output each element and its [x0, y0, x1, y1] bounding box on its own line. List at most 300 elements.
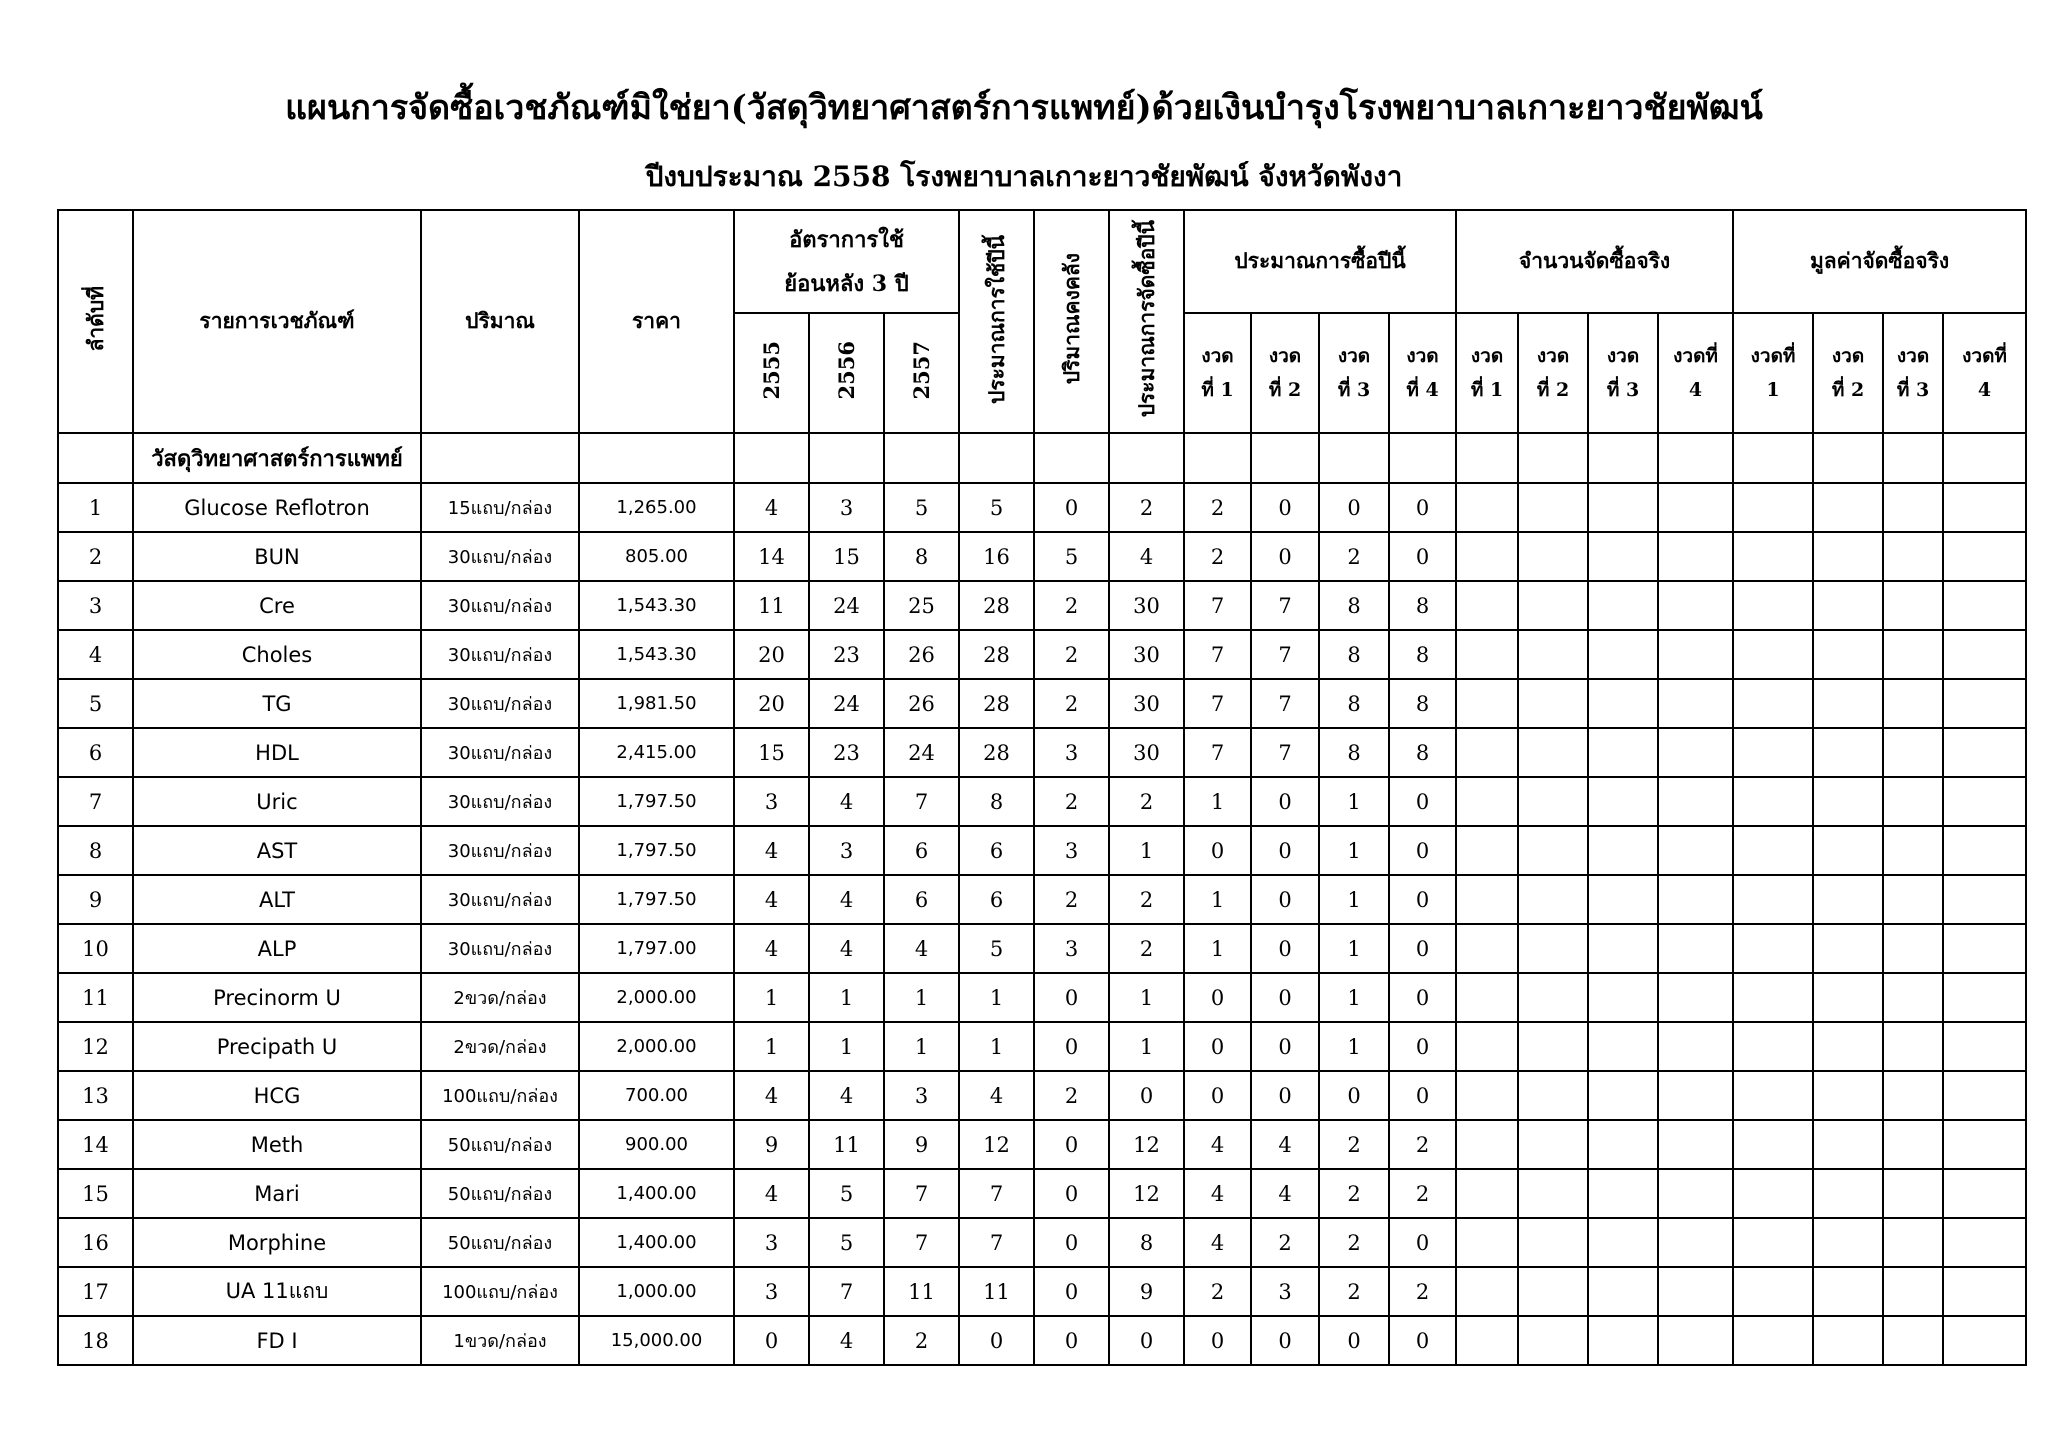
- est-usage-cell: 1: [959, 973, 1034, 1022]
- item-name-cell: ALP: [133, 924, 421, 973]
- plan-period-1-line1: งวด: [1201, 345, 1234, 367]
- page-subtitle: ปีงบประมาณ 2558 โรงพยาบาลเกาะยาวชัยพัฒน์ จังหวัดพังงา: [645, 160, 1403, 193]
- col-item-header: รายการเวชภัณฑ์: [133, 210, 421, 433]
- actual-qty-cell: [1518, 1169, 1588, 1218]
- plan-period-1-cell: 0: [1184, 1071, 1251, 1120]
- col-plan-group-header: ประมาณการซื้อปีนี้: [1184, 210, 1456, 313]
- section-seq-cell: [58, 433, 133, 483]
- actual-value-cell: [1883, 1071, 1943, 1120]
- actual-qty-cell: [1588, 1120, 1658, 1169]
- actual-qty-cell: [1518, 1267, 1588, 1316]
- table-row: [58, 875, 2026, 924]
- table-row: [58, 728, 2026, 777]
- quantity-cell: 30แถบ/กล่อง: [421, 581, 579, 630]
- stock-cell: 2: [1034, 581, 1109, 630]
- plan-period-3-cell: 1: [1319, 826, 1389, 875]
- empty-cell: [1389, 433, 1456, 483]
- actual-qty-cell: [1518, 924, 1588, 973]
- stock-cell: 2: [1034, 1071, 1109, 1120]
- item-name-cell: ALT: [133, 875, 421, 924]
- plan-period-1-cell: 4: [1184, 1120, 1251, 1169]
- actual-value-cell: [1813, 483, 1883, 532]
- actual-qty-cell: [1518, 1022, 1588, 1071]
- actual-value-cell: [1943, 1316, 2026, 1365]
- usage-2555-cell: 15: [734, 728, 809, 777]
- quantity-cell: 1ขวด/กล่อง: [421, 1316, 579, 1365]
- section-label: วัสดุวิทยาศาสตร์การแพทย์: [133, 433, 421, 483]
- actual-qty-cell: [1658, 875, 1733, 924]
- actual-value-cell: [1813, 728, 1883, 777]
- actual-qty-cell: [1518, 483, 1588, 532]
- usage-2555-cell: 0: [734, 1316, 809, 1365]
- col-actual-value-group-header: มูลค่าจัดซื้อจริง: [1733, 210, 2026, 313]
- plan-period-3-cell: 1: [1319, 924, 1389, 973]
- quantity-cell: 30แถบ/กล่อง: [421, 826, 579, 875]
- actual-qty-cell: [1588, 581, 1658, 630]
- col-seq-header: [58, 210, 133, 433]
- usage-2557-cell: 9: [884, 1120, 959, 1169]
- actual-value-cell: [1883, 875, 1943, 924]
- col-est-usage-header: [959, 210, 1034, 433]
- plan-period-4-cell: 0: [1389, 826, 1456, 875]
- stock-cell: 2: [1034, 630, 1109, 679]
- actual-value-cell: [1943, 875, 2026, 924]
- actual-value-cell: [1813, 1169, 1883, 1218]
- table-row: [58, 777, 2026, 826]
- plan-period-1-cell: 2: [1184, 532, 1251, 581]
- actual-qty-cell: [1456, 483, 1518, 532]
- plan-period-3-cell: 8: [1319, 728, 1389, 777]
- empty-cell: [1588, 433, 1658, 483]
- actual-qty-cell: [1588, 1218, 1658, 1267]
- stock-cell: 3: [1034, 826, 1109, 875]
- plan-period-4-cell: 0: [1389, 1218, 1456, 1267]
- actual-value-cell: [1813, 1267, 1883, 1316]
- usage-2556-cell: 24: [809, 581, 884, 630]
- actual-value-cell: [1943, 1071, 2026, 1120]
- actual-value-cell: [1733, 1218, 1813, 1267]
- seq-cell: 14: [58, 1120, 133, 1169]
- table-row: [58, 532, 2026, 581]
- est-purchase-cell: 2: [1109, 777, 1184, 826]
- plan-period-4-cell: 2: [1389, 1120, 1456, 1169]
- usage-2555-cell: 1: [734, 973, 809, 1022]
- seq-cell: 4: [58, 630, 133, 679]
- usage-2557-cell: 24: [884, 728, 959, 777]
- plan-period-1-cell: 1: [1184, 924, 1251, 973]
- est-usage-cell: 6: [959, 875, 1034, 924]
- empty-cell: [1658, 433, 1733, 483]
- est-usage-cell: 5: [959, 924, 1034, 973]
- actual-qty-cell: [1518, 630, 1588, 679]
- seq-cell: 16: [58, 1218, 133, 1267]
- actual-value-cell: [1943, 924, 2026, 973]
- item-name-cell: HDL: [133, 728, 421, 777]
- actual-value-period-3-line1: งวด: [1896, 345, 1930, 367]
- actual-qty-period-1-line1: งวด: [1470, 345, 1504, 367]
- actual-qty-cell: [1456, 679, 1518, 728]
- actual-qty-cell: [1658, 973, 1733, 1022]
- plan-period-1-cell: 1: [1184, 875, 1251, 924]
- actual-qty-cell: [1658, 483, 1733, 532]
- actual-value-period-3-line2: ที่ 3: [1896, 379, 1930, 401]
- est-purchase-cell: 4: [1109, 532, 1184, 581]
- actual-value-cell: [1813, 679, 1883, 728]
- col-actual-qty-group-header: จำนวนจัดซื้อจริง: [1456, 210, 1733, 313]
- empty-cell: [1184, 433, 1251, 483]
- quantity-cell: 2ขวด/กล่อง: [421, 973, 579, 1022]
- usage-2557-cell: 7: [884, 777, 959, 826]
- quantity-cell: 50แถบ/กล่อง: [421, 1169, 579, 1218]
- actual-qty-cell: [1456, 875, 1518, 924]
- actual-value-cell: [1813, 777, 1883, 826]
- actual-value-cell: [1813, 1022, 1883, 1071]
- actual-qty-cell: [1658, 728, 1733, 777]
- price-cell: 1,400.00: [579, 1218, 734, 1267]
- plan-period-4-cell: 0: [1389, 1071, 1456, 1120]
- stock-cell: 0: [1034, 973, 1109, 1022]
- est-purchase-cell: 2: [1109, 875, 1184, 924]
- actual-value-cell: [1943, 973, 2026, 1022]
- seq-cell: 5: [58, 679, 133, 728]
- est-purchase-cell: 1: [1109, 1022, 1184, 1071]
- item-name-cell: Uric: [133, 777, 421, 826]
- stock-cell: 5: [1034, 532, 1109, 581]
- seq-cell: 3: [58, 581, 133, 630]
- actual-value-cell: [1943, 777, 2026, 826]
- actual-value-cell: [1813, 826, 1883, 875]
- actual-value-cell: [1943, 630, 2026, 679]
- est-usage-cell: 16: [959, 532, 1034, 581]
- usage-2557-cell: 8: [884, 532, 959, 581]
- usage-2557-cell: 2: [884, 1316, 959, 1365]
- actual-qty-cell: [1658, 1316, 1733, 1365]
- plan-period-3-line1: งวด: [1337, 345, 1371, 367]
- empty-cell: [809, 433, 884, 483]
- plan-period-3-line2: ที่ 3: [1337, 379, 1371, 401]
- plan-period-2-cell: 7: [1251, 728, 1319, 777]
- col-stock-label: ปริมาณคงคลัง: [1059, 253, 1084, 385]
- actual-value-cell: [1813, 581, 1883, 630]
- actual-value-cell: [1943, 581, 2026, 630]
- table-row: [58, 679, 2026, 728]
- price-cell: 1,797.50: [579, 826, 734, 875]
- actual-qty-period-2-line2: ที่ 2: [1536, 379, 1570, 401]
- plan-period-1-cell: 0: [1184, 1316, 1251, 1365]
- actual-value-cell: [1883, 1316, 1943, 1365]
- actual-value-cell: [1883, 924, 1943, 973]
- actual-value-cell: [1883, 630, 1943, 679]
- price-cell: 900.00: [579, 1120, 734, 1169]
- price-cell: 1,797.50: [579, 777, 734, 826]
- seq-cell: 9: [58, 875, 133, 924]
- actual-qty-cell: [1456, 728, 1518, 777]
- plan-period-3-cell: 8: [1319, 630, 1389, 679]
- est-usage-cell: 7: [959, 1169, 1034, 1218]
- quantity-cell: 50แถบ/กล่อง: [421, 1120, 579, 1169]
- actual-value-cell: [1883, 483, 1943, 532]
- price-cell: 2,415.00: [579, 728, 734, 777]
- empty-cell: [1813, 433, 1883, 483]
- plan-period-3-cell: 1: [1319, 1022, 1389, 1071]
- actual-qty-cell: [1588, 630, 1658, 679]
- usage-2556-cell: 1: [809, 973, 884, 1022]
- col-plan-period-1: [1184, 313, 1251, 433]
- seq-cell: 17: [58, 1267, 133, 1316]
- price-cell: 1,000.00: [579, 1267, 734, 1316]
- usage-2557-cell: 1: [884, 973, 959, 1022]
- actual-value-cell: [1813, 1120, 1883, 1169]
- usage-2557-cell: 1: [884, 1022, 959, 1071]
- actual-qty-cell: [1456, 1169, 1518, 1218]
- plan-period-4-cell: 0: [1389, 875, 1456, 924]
- usage-2556-cell: 4: [809, 924, 884, 973]
- col-plan-period-3: [1319, 313, 1389, 433]
- plan-period-4-line2: ที่ 4: [1406, 379, 1439, 401]
- empty-cell: [1733, 433, 1813, 483]
- est-usage-cell: 0: [959, 1316, 1034, 1365]
- actual-value-cell: [1733, 679, 1813, 728]
- actual-value-cell: [1883, 1120, 1943, 1169]
- usage-2555-cell: 3: [734, 1267, 809, 1316]
- actual-qty-cell: [1658, 777, 1733, 826]
- stock-cell: 3: [1034, 728, 1109, 777]
- actual-qty-cell: [1588, 973, 1658, 1022]
- usage-2556-cell: 11: [809, 1120, 884, 1169]
- table-row: [58, 1120, 2026, 1169]
- plan-period-1-cell: 7: [1184, 630, 1251, 679]
- plan-period-2-cell: 0: [1251, 826, 1319, 875]
- actual-qty-cell: [1456, 532, 1518, 581]
- actual-qty-cell: [1518, 777, 1588, 826]
- actual-qty-period-4-line2: 4: [1688, 379, 1703, 401]
- col-actual-qty-period-4: [1658, 313, 1733, 433]
- stock-cell: 0: [1034, 1169, 1109, 1218]
- table-row: [58, 1071, 2026, 1120]
- table-row: [58, 1022, 2026, 1071]
- actual-qty-cell: [1456, 581, 1518, 630]
- actual-value-cell: [1733, 532, 1813, 581]
- empty-cell: [884, 433, 959, 483]
- plan-period-1-cell: 2: [1184, 483, 1251, 532]
- price-cell: 805.00: [579, 532, 734, 581]
- plan-period-1-cell: 0: [1184, 973, 1251, 1022]
- item-name-cell: FD I: [133, 1316, 421, 1365]
- actual-qty-cell: [1658, 1022, 1733, 1071]
- actual-value-cell: [1883, 826, 1943, 875]
- usage-2555-cell: 4: [734, 1071, 809, 1120]
- actual-value-cell: [1943, 532, 2026, 581]
- actual-value-period-2-line2: ที่ 2: [1831, 379, 1865, 401]
- actual-value-cell: [1883, 1022, 1943, 1071]
- actual-qty-cell: [1588, 532, 1658, 581]
- actual-qty-cell: [1588, 924, 1658, 973]
- usage-2555-cell: 3: [734, 777, 809, 826]
- price-cell: 15,000.00: [579, 1316, 734, 1365]
- usage-2555-cell: 20: [734, 630, 809, 679]
- plan-period-3-cell: 2: [1319, 1218, 1389, 1267]
- actual-value-cell: [1943, 1218, 2026, 1267]
- actual-value-cell: [1733, 483, 1813, 532]
- usage-2556-cell: 1: [809, 1022, 884, 1071]
- stock-cell: 3: [1034, 924, 1109, 973]
- empty-cell: [1319, 433, 1389, 483]
- section-row: [58, 433, 2026, 483]
- actual-qty-cell: [1588, 1267, 1658, 1316]
- plan-period-1-cell: 7: [1184, 679, 1251, 728]
- usage-2556-cell: 4: [809, 777, 884, 826]
- plan-period-1-cell: 0: [1184, 826, 1251, 875]
- actual-value-cell: [1883, 1218, 1943, 1267]
- actual-qty-cell: [1456, 1218, 1518, 1267]
- actual-qty-cell: [1456, 1071, 1518, 1120]
- actual-qty-cell: [1518, 728, 1588, 777]
- col-est-usage-label: ประมาณการใช้ปีนี้: [984, 234, 1009, 404]
- actual-qty-cell: [1588, 483, 1658, 532]
- item-name-cell: Mari: [133, 1169, 421, 1218]
- usage-2556-cell: 5: [809, 1169, 884, 1218]
- usage-2555-cell: 14: [734, 532, 809, 581]
- col-est-purchase-label: ประมาณการจัดซื้อปีนี้: [1134, 220, 1159, 418]
- price-cell: 700.00: [579, 1071, 734, 1120]
- plan-period-4-cell: 8: [1389, 728, 1456, 777]
- year-2555-label: 2555: [759, 341, 784, 400]
- est-usage-cell: 11: [959, 1267, 1034, 1316]
- quantity-cell: 15แถบ/กล่อง: [421, 483, 579, 532]
- plan-period-1-cell: 4: [1184, 1169, 1251, 1218]
- usage-2557-cell: 4: [884, 924, 959, 973]
- plan-period-2-cell: 2: [1251, 1218, 1319, 1267]
- plan-period-4-cell: 0: [1389, 777, 1456, 826]
- actual-value-cell: [1813, 924, 1883, 973]
- actual-value-cell: [1943, 483, 2026, 532]
- seq-cell: 13: [58, 1071, 133, 1120]
- usage-2557-cell: 6: [884, 826, 959, 875]
- col-usage-rate-header: [734, 210, 959, 313]
- actual-qty-cell: [1658, 826, 1733, 875]
- table-row: [58, 826, 2026, 875]
- usage-rate-line1: อัตราการใช้: [789, 226, 904, 253]
- empty-cell: [1883, 433, 1943, 483]
- actual-value-cell: [1943, 1169, 2026, 1218]
- quantity-cell: 30แถบ/กล่อง: [421, 875, 579, 924]
- plan-period-2-cell: 7: [1251, 679, 1319, 728]
- stock-cell: 2: [1034, 777, 1109, 826]
- actual-qty-cell: [1658, 1120, 1733, 1169]
- usage-2555-cell: 9: [734, 1120, 809, 1169]
- actual-value-cell: [1733, 826, 1813, 875]
- est-purchase-cell: 12: [1109, 1169, 1184, 1218]
- est-purchase-cell: 30: [1109, 728, 1184, 777]
- est-usage-cell: 28: [959, 728, 1034, 777]
- seq-cell: 12: [58, 1022, 133, 1071]
- actual-qty-cell: [1518, 679, 1588, 728]
- est-usage-cell: 1: [959, 1022, 1034, 1071]
- plan-period-1-line2: ที่ 1: [1201, 379, 1234, 401]
- est-purchase-cell: 30: [1109, 679, 1184, 728]
- actual-qty-cell: [1588, 1316, 1658, 1365]
- price-cell: 1,265.00: [579, 483, 734, 532]
- actual-value-period-2-line1: งวด: [1831, 345, 1865, 367]
- seq-cell: 7: [58, 777, 133, 826]
- plan-period-2-cell: 0: [1251, 1022, 1319, 1071]
- price-cell: 1,797.00: [579, 924, 734, 973]
- actual-value-cell: [1813, 1316, 1883, 1365]
- actual-value-cell: [1733, 875, 1813, 924]
- table-row: [58, 1316, 2026, 1365]
- table-body: [58, 433, 2026, 1365]
- usage-2557-cell: 26: [884, 630, 959, 679]
- usage-2555-cell: 20: [734, 679, 809, 728]
- stock-cell: 0: [1034, 1120, 1109, 1169]
- item-name-cell: Morphine: [133, 1218, 421, 1267]
- est-purchase-cell: 30: [1109, 630, 1184, 679]
- actual-value-cell: [1883, 532, 1943, 581]
- quantity-cell: 2ขวด/กล่อง: [421, 1022, 579, 1071]
- actual-qty-cell: [1658, 1169, 1733, 1218]
- plan-period-2-cell: 0: [1251, 1316, 1319, 1365]
- actual-qty-cell: [1658, 581, 1733, 630]
- quantity-cell: 30แถบ/กล่อง: [421, 532, 579, 581]
- actual-value-cell: [1733, 581, 1813, 630]
- plan-period-1-cell: 7: [1184, 581, 1251, 630]
- est-purchase-cell: 9: [1109, 1267, 1184, 1316]
- empty-cell: [579, 433, 734, 483]
- actual-value-cell: [1733, 973, 1813, 1022]
- actual-value-cell: [1733, 1022, 1813, 1071]
- seq-cell: 18: [58, 1316, 133, 1365]
- actual-qty-cell: [1456, 973, 1518, 1022]
- actual-value-period-4-line2: 4: [1977, 379, 1992, 401]
- col-actual-value-period-1: [1733, 313, 1813, 433]
- stock-cell: 2: [1034, 679, 1109, 728]
- usage-2556-cell: 15: [809, 532, 884, 581]
- col-est-purchase-header: [1109, 210, 1184, 433]
- actual-value-cell: [1943, 1267, 2026, 1316]
- item-name-cell: Cre: [133, 581, 421, 630]
- actual-qty-cell: [1588, 679, 1658, 728]
- price-cell: 2,000.00: [579, 973, 734, 1022]
- actual-qty-cell: [1518, 1316, 1588, 1365]
- est-purchase-cell: 0: [1109, 1071, 1184, 1120]
- plan-period-4-cell: 0: [1389, 532, 1456, 581]
- plan-period-2-cell: 4: [1251, 1169, 1319, 1218]
- actual-qty-cell: [1658, 1071, 1733, 1120]
- actual-qty-cell: [1518, 973, 1588, 1022]
- usage-2556-cell: 4: [809, 1071, 884, 1120]
- item-name-cell: UA 11แถบ: [133, 1267, 421, 1316]
- plan-period-3-cell: 2: [1319, 1169, 1389, 1218]
- plan-period-2-cell: 0: [1251, 924, 1319, 973]
- empty-cell: [421, 433, 579, 483]
- actual-qty-cell: [1588, 777, 1658, 826]
- actual-value-cell: [1943, 1120, 2026, 1169]
- actual-value-cell: [1883, 777, 1943, 826]
- actual-qty-cell: [1518, 826, 1588, 875]
- actual-value-cell: [1733, 1071, 1813, 1120]
- table-row: [58, 1267, 2026, 1316]
- actual-qty-cell: [1588, 728, 1658, 777]
- usage-2556-cell: 5: [809, 1218, 884, 1267]
- plan-period-4-cell: 2: [1389, 1267, 1456, 1316]
- col-year-2556: [809, 313, 884, 433]
- actual-value-cell: [1883, 973, 1943, 1022]
- usage-2557-cell: 25: [884, 581, 959, 630]
- quantity-cell: 30แถบ/กล่อง: [421, 924, 579, 973]
- plan-period-2-cell: 0: [1251, 875, 1319, 924]
- page-title: แผนการจัดซื้อเวชภัณฑ์มิใช่ยา(วัสดุวิทยาศาสตร์การแพทย์)ด้วยเงินบำรุงโรงพยาบาลเกาะยาวชัยพัฒน์: [285, 88, 1763, 128]
- col-actual-qty-period-1: [1456, 313, 1518, 433]
